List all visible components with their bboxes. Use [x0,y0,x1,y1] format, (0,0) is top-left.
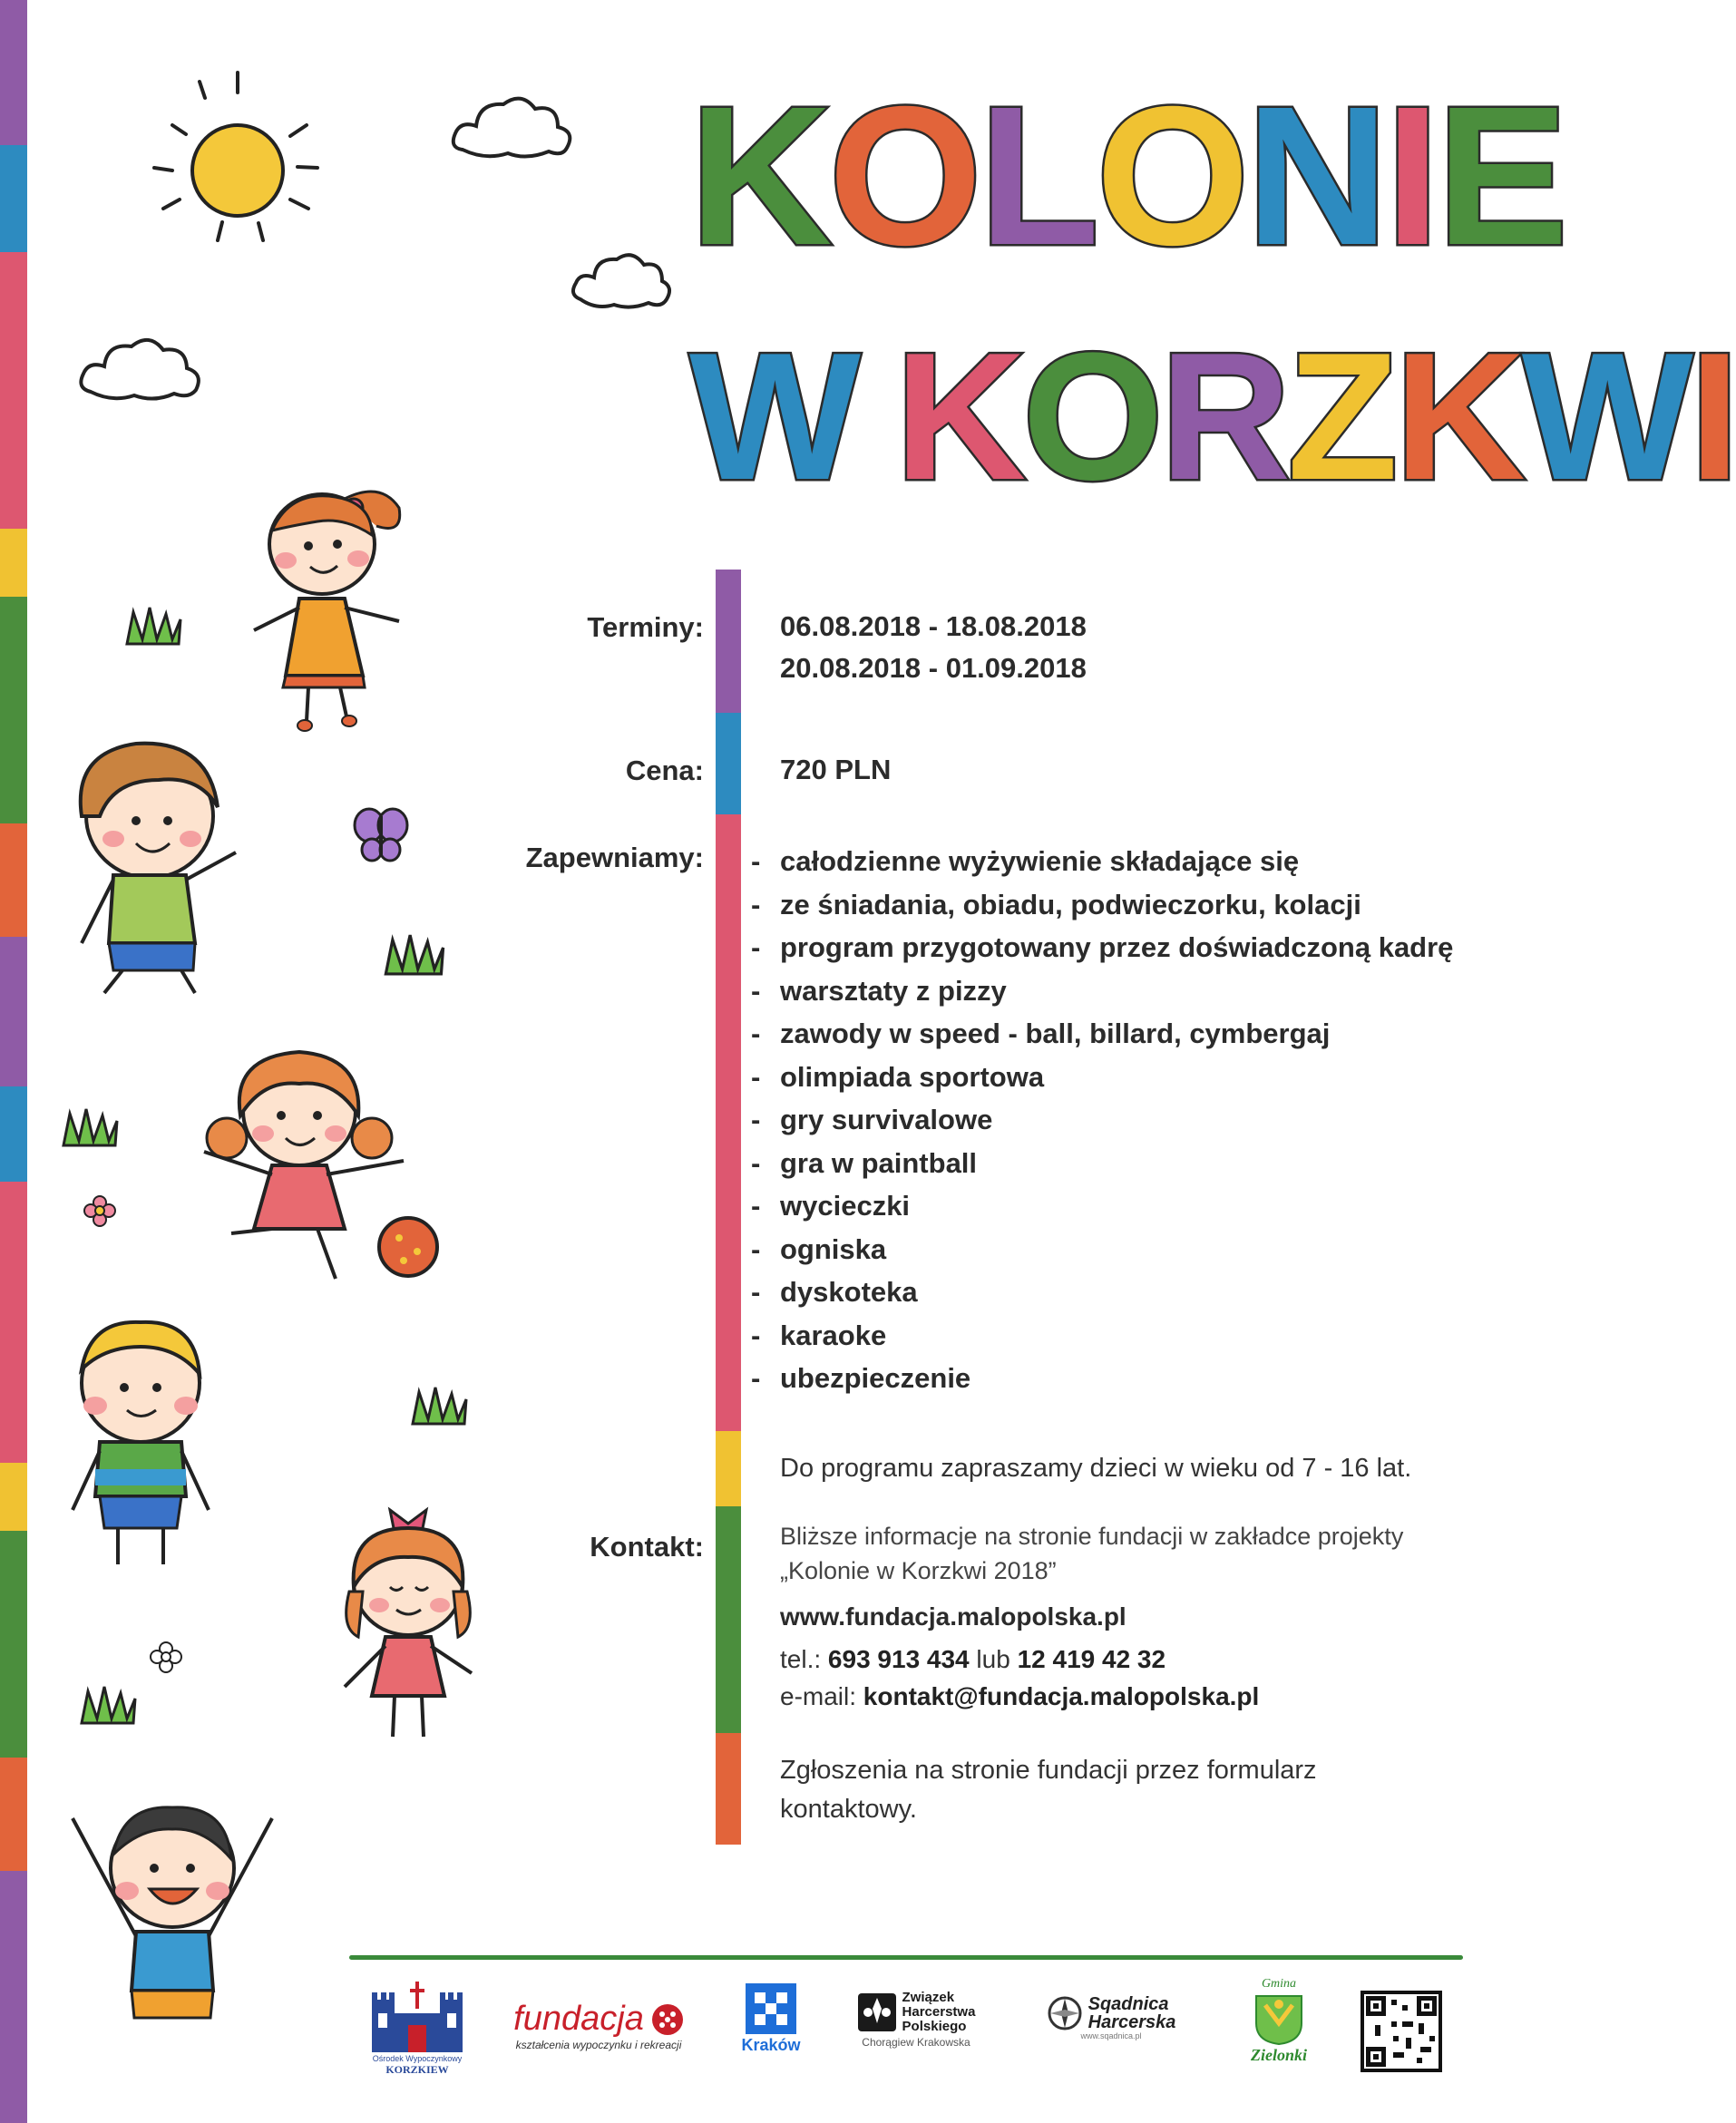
list-item [751,1357,1453,1400]
footer-divider [349,1955,1463,1960]
lily-icon [857,1992,897,2032]
list-item-text: ze śniadania, obiadu, podwieczorku, kolacji [780,888,1361,920]
title-line1-letter: E [1436,66,1565,287]
logo5-line2: Harcerska [1087,2012,1176,2032]
logo4-line3: Polskiego [902,2019,967,2034]
signup-line-1: Zgłoszenia na stronie fundacji przez formularz [780,1756,1317,1785]
terminy-label: Terminy: [587,611,704,643]
list-dash: - [751,1232,761,1265]
title-line1-letter: K [689,66,829,287]
girl-with-bow-illustration [308,1492,508,1755]
list-item [751,969,1453,1013]
website-link[interactable]: www.fundacja.malopolska.pl [780,1602,1126,1631]
happy-boy-illustration [54,1782,290,2045]
age-note: Do programu zapraszamy dzieci w wieku od 7 - 16 lat. [780,1454,1412,1483]
list-dash: - [751,888,761,920]
title-line1-letter: I [1385,66,1437,287]
logo2-sub: kształcenia wypoczynku i rekreacji [515,2039,682,2051]
list-item [751,1228,1453,1271]
grass-icon [408,1383,472,1428]
title-line1-letter: L [979,66,1097,287]
logo-zhp [844,1991,989,2049]
list-item [751,883,1453,927]
title-line-2 [689,316,1736,518]
info-line-2: „Kolonie w Korzkwi 2018” [780,1557,1057,1584]
list-item-text: ubezpieczenie [780,1362,971,1394]
grass-icon [381,930,449,979]
logo5-url: www.sqadnica.pl [1080,2031,1142,2040]
logo-krakow [735,1982,807,2055]
list-item-text: program przygotowany przez doświadczoną kadrę [780,931,1454,963]
list-item [751,1056,1453,1099]
logo3-name: Kraków [741,2036,801,2054]
terminy-date-1: 06.08.2018 - 18.08.2018 [780,610,1087,642]
list-item-text: gra w paintball [780,1146,978,1179]
zapewniamy-list [751,840,1453,1400]
email-line [780,1682,1259,1711]
logo1-line2: KORZKIEW [385,2063,449,2076]
tel-or: lub [969,1645,1018,1673]
logo4-line2: Harcerstwa [902,2004,976,2020]
list-item [751,1184,1453,1228]
girl-with-ponytail-illustration [245,472,426,735]
tel-prefix: tel.: [780,1645,828,1673]
cloud-icon [444,86,580,168]
list-item [751,1142,1453,1185]
tel-1[interactable]: 693 913 434 [827,1645,970,1673]
logo4-sub: Chorągiew Krakowska [862,2036,970,2049]
zapewniamy-label: Zapewniamy: [525,842,704,873]
left-color-stripe [0,0,27,2123]
list-item [751,926,1453,969]
blond-boy-illustration [50,1306,231,1578]
list-item-text: gry survivalowe [780,1104,993,1135]
list-dash: - [751,974,761,1007]
terminy-date-2: 20.08.2018 - 01.09.2018 [780,652,1087,684]
logo-korzkiew [358,1982,476,2077]
info-line-1: Bliższe informacje na stronie fundacji w zakładce projekty [780,1523,1404,1550]
list-item [751,1314,1453,1358]
grass-icon [122,603,186,648]
cloud-icon [567,245,676,317]
list-dash: - [751,1319,761,1351]
list-item-text: warsztaty z pizzy [780,974,1007,1007]
logo2-name: fundacja [513,2000,644,2038]
compass-icon [1047,1995,1083,2031]
kontakt-label: Kontakt: [590,1531,704,1563]
fundacja-logo-icon [651,2003,684,2036]
grass-icon [77,1682,141,1728]
krakow-logo-icon [744,1982,798,2036]
title-line2-word2-letter: Z [1287,316,1395,518]
list-dash: - [751,931,761,963]
title-line-1 [689,66,1565,287]
phone-line [780,1645,1165,1674]
logo5-line1: Sqadnica [1087,1994,1169,2014]
logo-fundacja [508,2000,689,2051]
title-line1-letter: N [1245,66,1386,287]
cloud-icon [73,326,209,408]
list-dash: - [751,1018,761,1049]
title-line2-word2-letter: I [1689,316,1736,518]
list-item-text: dyskoteka [780,1276,918,1308]
title-line2-word2-letter: K [894,316,1023,518]
list-dash: - [751,1276,761,1308]
list-dash: - [751,845,761,877]
list-item [751,1098,1453,1142]
list-item-text: olimpiada sportowa [780,1060,1045,1093]
title-line1-letter: O [828,66,980,287]
list-dash: - [751,1104,761,1135]
list-item-text: karaoke [780,1319,887,1351]
cena-value: 720 PLN [780,754,892,785]
title-line2-word2-letter: W [1521,316,1690,518]
logo6-top: Gmina [1261,1977,1297,1991]
email-link[interactable]: kontakt@fundacja.malopolska.pl [863,1682,1260,1710]
list-dash: - [751,1146,761,1179]
curly-boy-illustration [50,726,258,1007]
sun-icon [136,63,345,254]
flower-icon [83,1195,116,1228]
list-item-text: ogniska [780,1232,887,1265]
cena-label: Cena: [625,755,704,786]
title-line2-word2-letter: O [1022,316,1160,518]
flower-icon [150,1641,182,1674]
list-item [751,1012,1453,1056]
list-dash: - [751,1190,761,1222]
castle-icon [367,1982,467,2054]
girl-with-ball-illustration [190,1038,444,1292]
grass-icon [59,1105,122,1150]
title-line2-word2-letter: K [1394,316,1522,518]
title-line2-word1-letter: W [689,316,857,518]
title-line1-letter: O [1096,66,1246,287]
list-dash: - [751,1362,761,1394]
qr-code-icon[interactable] [1361,1991,1442,2072]
list-item [751,840,1453,883]
list-item [751,1271,1453,1314]
logo-sqadnica [1029,1995,1193,2040]
list-item-text: całodzienne wyżywienie składające się [780,845,1300,877]
list-item-text: zawody w speed - ball, billard, cymbergaj [780,1018,1331,1049]
logo4-line1: Związek [902,1990,955,2005]
list-item-text: wycieczki [780,1190,911,1222]
tel-2[interactable]: 12 419 42 32 [1017,1645,1166,1673]
logo1-line1: Ośrodek Wypoczynkowy [372,2054,463,2063]
butterfly-icon [349,803,413,866]
qr-code-pattern [1366,1996,1437,2067]
coat-of-arms-icon [1252,1992,1306,2046]
info-color-stripe [716,570,741,1845]
title-line2-word2-letter: R [1159,316,1288,518]
list-dash: - [751,1060,761,1093]
signup-line-2: kontaktowy. [780,1795,917,1824]
logo6-bottom: Zielonki [1251,2046,1307,2064]
logo-gmina-zielonki [1234,1977,1324,2065]
email-prefix: e-mail: [780,1682,863,1710]
